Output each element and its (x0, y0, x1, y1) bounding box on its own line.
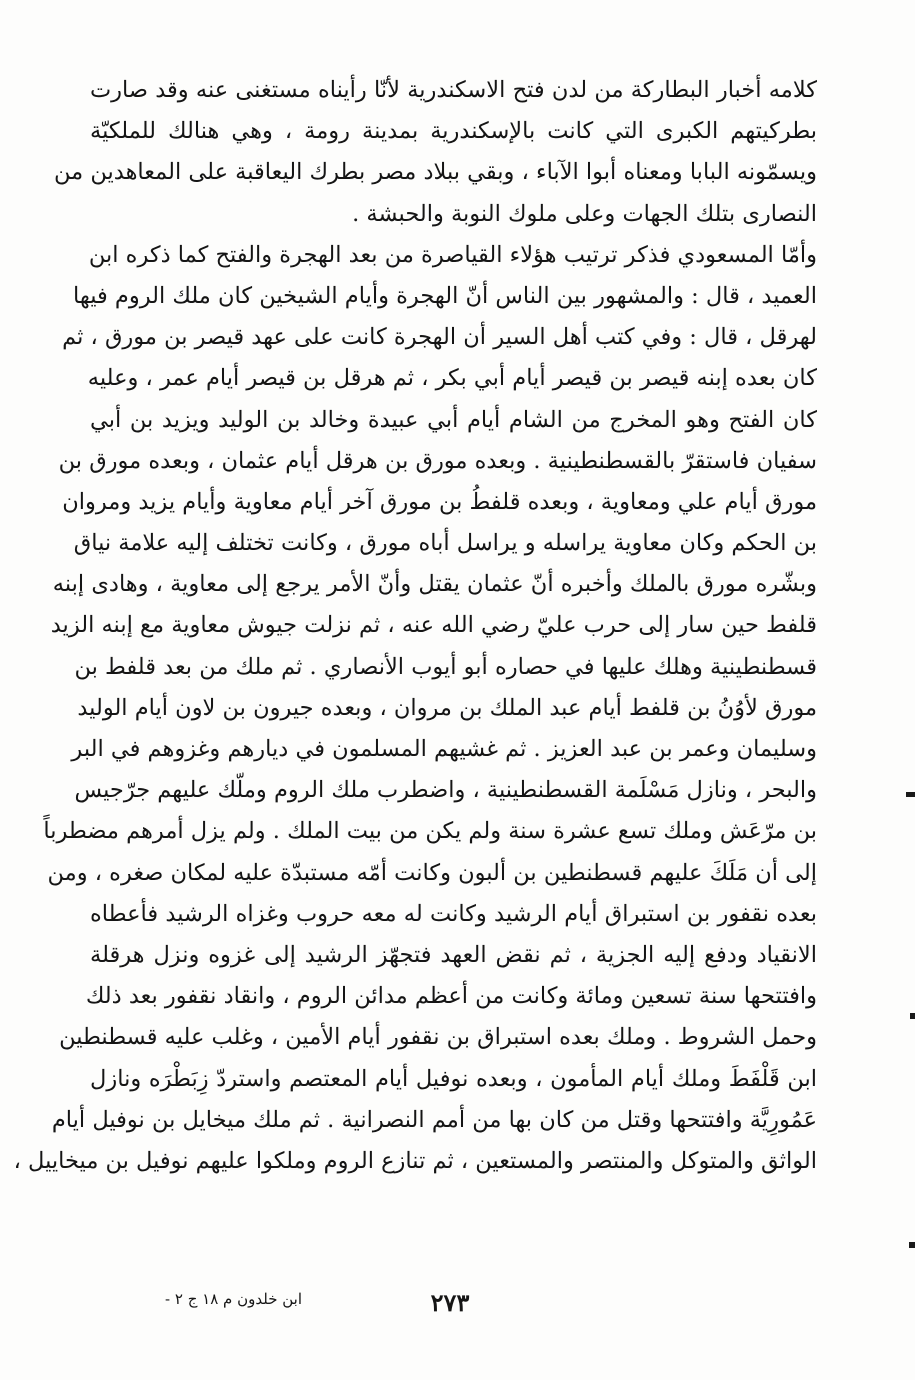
text-line: ابن قَلْفَطَ وملك أيام المأمون ، وبعده نوفيل أيام المعتصم واستردّ زِبَطْرَه ونازل (90, 1065, 817, 1092)
text-line: وحمل الشروط . وملك بعده استبراق بن نقفور أيام الأمين ، وغلب عليه قسطنطين (59, 1024, 817, 1051)
text-line: لهرقل ، قال : وفي كتب أهل السير أن الهجرة كانت على عهد قيصر بن مورق ، ثم (62, 324, 817, 351)
text-line: الانقياد ودفع إليه الجزية ، ثم نقض العهد فتجهّز الرشيد إلى غزوه ونزل هرقلة (90, 941, 817, 968)
text-line: بن مرّعَش وملك تسع عشرة سنة ولم يكن من بيت الملك . ولم يزل أمرهم مضطرباً (43, 818, 817, 845)
text-line: مورق أيام علي ومعاوية ، وبعده قلفطُ بن مورق آخر أيام معاوية وأيام يزيد ومروان (62, 488, 817, 515)
text-line: ويسمّونه البابا ومعناه أبوا الآباء ، وبقي ببلاد مصر بطرك اليعاقبة على المعاهدين من (54, 159, 817, 186)
text-line: كان الفتح وهو المخرج من الشام أيام أبي عبيدة وخالد بن الوليد ويزيد بن أبي (90, 406, 817, 433)
scan-edge-mark (910, 1013, 915, 1019)
text-line: قلفط حين سار إلى حرب عليّ رضي الله عنه ، ثم نزلت جيوش معاوية مع إبنه الزيد (50, 612, 817, 639)
text-line: وسليمان وعمر بن عبد العزيز . ثم غشيهم المسلمون في ديارهم وغزوهم في البر (71, 736, 817, 762)
text-line: قسطنطينية وهلك عليها في حصاره أبو أيوب الأنصاري . ثم ملك من بعد قلفط بن (74, 653, 817, 680)
text-line: وبشّره مورق بالملك وأخبره أنّ عثمان يقتل وأنّ الأمر يرجع إلى معاوية ، وهادى إبنه (52, 571, 817, 598)
text-line: كلامه أخبار البطاركة من لدن فتح الاسكندرية لأنّا رأيناه مستغنى عنه وقد صارت (90, 77, 817, 103)
footer-source-note: ابن خلدون م ١٨ ج ٢ - (165, 1290, 302, 1308)
text-line: وافتتحها سنة تسعين ومائة وكانت من أعظم مدائن الروم ، وانقاد نقفور بعد ذلك (85, 983, 817, 1010)
text-line: سفيان فاستقرّ بالقسطنطينية . وبعده مورق بن هرقل أيام عثمان ، وبعده مورق بن (58, 447, 817, 474)
text-line: الواثق والمتوكل والمنتصر والمستعين ، ثم تنازع الروم وملكوا عليهم نوفيل بن ميخاييل ، (13, 1147, 817, 1174)
body-text (13, 70, 817, 1182)
text-line: مورق لأوُنُ بن قلفط أيام عبد الملك بن مروان ، وبعده جيرون بن لاون أيام الوليد (77, 694, 817, 721)
text-line: والبحر ، ونازل مَسْلَمة القسطنطينية ، واضطرب ملك الروم وملّك عليهم جرّجيس (74, 777, 817, 804)
text-line: عَمُورِيَّة وافتتحها وقتل من كان بها من أمم النصرانية . ثم ملك ميخايل بن نوفيل أيام (51, 1106, 817, 1133)
scan-edge-mark (906, 792, 915, 797)
text-line: كان بعده إبنه قيصر بن قيصر أيام أبي بكر ، ثم هرقل بن قيصر أيام عمر ، وعليه (87, 365, 817, 392)
text-line: بن الحكم وكان معاوية يراسله و يراسل أباه مورق ، وكانت تختلف إليه علامة نياق (73, 530, 817, 557)
scan-edge-mark (909, 1242, 915, 1248)
text-line: بطركيتهم الكبرى التي كانت بالإسكندرية بمدينة رومة ، وهي هنالك للملكيّة (90, 118, 817, 145)
text-line: إلى أن مَلَكَ عليهم قسطنطين بن ألبون وكانت أمّه مستبدّة عليه لمكان صغره ، ومن (47, 859, 817, 886)
text-line: العميد ، قال : والمشهور بين الناس أنّ الهجرة وأيام الشيخين كان ملك الروم فيها (72, 282, 817, 309)
page-number: ٢٧٣ (430, 1288, 470, 1317)
text-line: بعده نقفور بن استبراق أيام الرشيد وكانت له معه حروب وغزاه الرشيد فأعطاه (90, 900, 817, 927)
paragraph-end-line: النصارى بتلك الجهات وعلى ملوك النوبة والحبشة . (352, 200, 817, 227)
text-line: وأمّا المسعودي فذكر ترتيب هؤلاء القياصرة من بعد الهجرة والفتح كما ذكره ابن (88, 241, 817, 268)
